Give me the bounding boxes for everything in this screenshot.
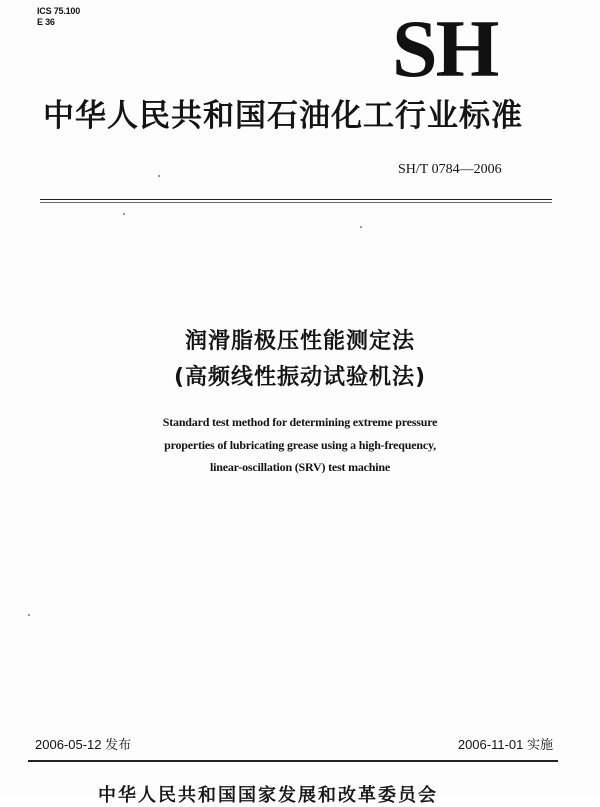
issue-date: 2006-05-12 发布	[35, 737, 132, 752]
scan-speck	[123, 213, 125, 215]
header-divider	[40, 199, 552, 200]
ics-code: ICS 75.100	[37, 6, 81, 16]
scan-speck	[360, 226, 362, 228]
implementation-date: 2006-11-01 实施	[457, 737, 553, 752]
english-title-line-1: Standard test method for determining extreme pressure	[162, 415, 438, 429]
english-title-line-3: linear-oscillation (SRV) test machine	[209, 460, 391, 474]
publishing-authority: 中华人民共和国国家发展和改革委员会	[98, 785, 438, 806]
classification-codes	[37, 6, 80, 28]
standard-category-title: 中华人民共和国石油化工行业标准	[43, 98, 523, 134]
header-divider-secondary	[40, 202, 552, 203]
footer-divider	[28, 760, 558, 762]
scan-speck	[28, 614, 30, 616]
sh-logo: SH	[392, 3, 498, 94]
chinese-title-line-1: 润滑脂极压性能测定法	[184, 329, 415, 354]
scan-speck	[158, 175, 160, 177]
standard-number: SH/T 0784—2006	[398, 162, 502, 177]
chinese-title-line-2: (高频线性振动试验机法)	[173, 365, 427, 390]
ccs-code: E 36	[37, 17, 55, 27]
english-title-line-2: properties of lubricating grease using a high-frequency,	[164, 438, 436, 452]
